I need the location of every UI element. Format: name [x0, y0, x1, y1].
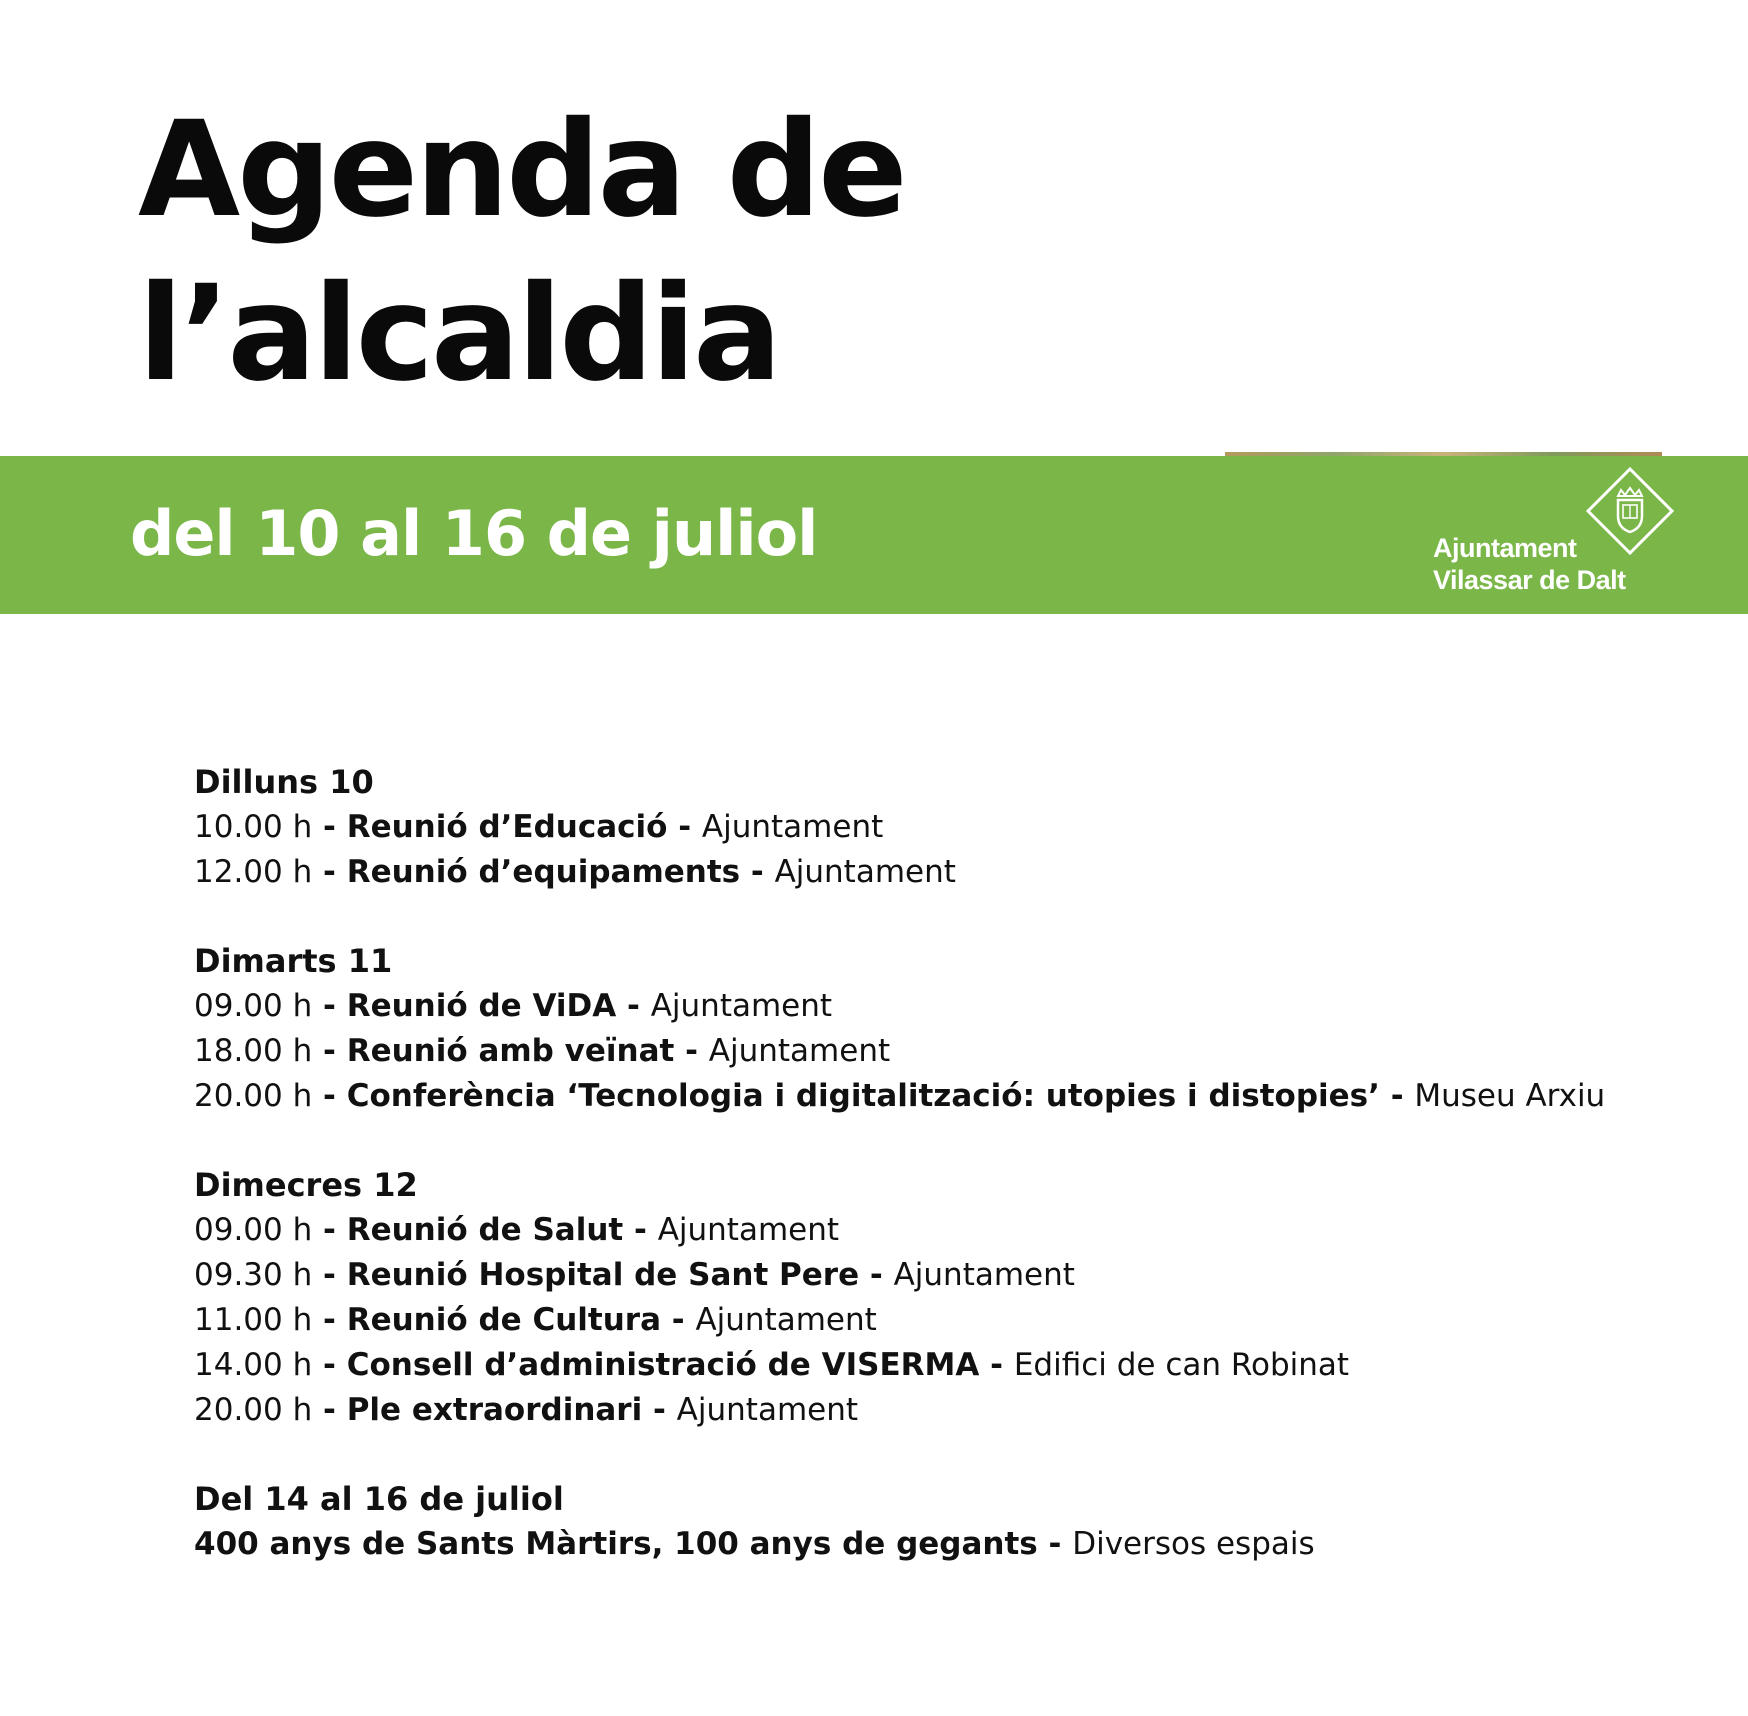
separator: - — [642, 1392, 677, 1428]
event-time: 14.00 h — [194, 1347, 313, 1383]
event-place: Edifici de can Robinat — [1013, 1347, 1350, 1383]
agenda-item — [194, 1029, 1694, 1074]
event-name: 400 anys de Sants Màrtirs, 100 anys de gegants — [194, 1526, 1038, 1562]
agenda-item — [194, 805, 1694, 850]
separator: - — [859, 1257, 894, 1293]
day-title: Dilluns 10 — [194, 763, 374, 801]
separator: - — [312, 1212, 347, 1248]
agenda-item — [194, 984, 1694, 1029]
event-name: Reunió de ViDA — [346, 988, 617, 1024]
event-place: Diversos espais — [1072, 1526, 1315, 1562]
separator: - — [1379, 1078, 1415, 1114]
logo-line-1: Ajuntament — [1433, 533, 1577, 563]
event-place: Ajuntament — [657, 1212, 840, 1248]
title-line-1: Agenda de — [138, 93, 905, 247]
date-banner — [0, 456, 1748, 614]
agenda-item — [194, 1343, 1694, 1388]
event-time: 09.00 h — [194, 988, 313, 1024]
agenda-item — [194, 1388, 1694, 1433]
event-name: Reunió de Salut — [346, 1212, 624, 1248]
event-place: Ajuntament — [774, 854, 956, 890]
separator: - — [1037, 1526, 1073, 1562]
event-place: Ajuntament — [701, 809, 884, 845]
event-name: Reunió de Cultura — [346, 1302, 662, 1338]
separator: - — [312, 854, 347, 890]
separator: - — [312, 1257, 347, 1293]
agenda-item — [194, 1074, 1694, 1119]
event-name: Reunió d’Educació — [346, 809, 668, 845]
event-time: 10.00 h — [194, 809, 313, 845]
event-name: Consell d’administració de VISERMA — [346, 1347, 980, 1383]
separator: - — [623, 1212, 658, 1248]
agenda-list — [194, 760, 1694, 1611]
logo-line-2: Vilassar de Dalt — [1433, 565, 1626, 595]
day-block — [194, 1163, 1694, 1433]
event-time: 09.30 h — [194, 1257, 313, 1293]
separator: - — [312, 1302, 347, 1338]
separator: - — [661, 1302, 696, 1338]
event-time: 20.00 h — [194, 1078, 313, 1114]
agenda-item — [194, 1298, 1694, 1343]
day-title: Dimecres 12 — [194, 1166, 418, 1204]
event-place: Ajuntament — [695, 1302, 877, 1338]
day-title: Dimarts 11 — [194, 942, 393, 980]
event-time: 12.00 h — [194, 854, 313, 890]
separator: - — [674, 1033, 709, 1069]
event-name: Reunió Hospital de Sant Pere — [346, 1257, 860, 1293]
day-block — [194, 760, 1694, 895]
event-place: Ajuntament — [708, 1033, 891, 1069]
day-title: Del 14 al 16 de juliol — [194, 1480, 564, 1518]
event-name: Reunió amb veïnat — [346, 1033, 675, 1069]
separator: - — [979, 1347, 1014, 1383]
event-time: 20.00 h — [194, 1392, 313, 1428]
logo-text — [1433, 532, 1626, 596]
separator: - — [312, 1392, 347, 1428]
agenda-item — [194, 1253, 1694, 1298]
event-place: Museu Arxiu — [1414, 1078, 1606, 1114]
title-line-2: l’alcaldia — [138, 257, 780, 411]
event-time: 11.00 h — [194, 1302, 313, 1338]
agenda-item — [194, 850, 1694, 895]
agenda-item — [194, 1522, 1694, 1567]
agenda-item — [194, 1208, 1694, 1253]
event-name: Conferència ‘Tecnologia i digitalització: utopies i distopies’ — [346, 1078, 1380, 1114]
separator: - — [312, 809, 347, 845]
event-place: Ajuntament — [893, 1257, 1075, 1293]
separator: - — [312, 1078, 347, 1114]
event-name: Reunió d’equipaments — [346, 854, 741, 890]
date-range-subtitle: del 10 al 16 de juliol — [130, 497, 818, 570]
day-block — [194, 939, 1694, 1119]
event-time: 09.00 h — [194, 1212, 313, 1248]
event-place: Ajuntament — [650, 988, 833, 1024]
day-block — [194, 1477, 1694, 1567]
page-title — [138, 88, 905, 416]
separator: - — [616, 988, 651, 1024]
event-name: Ple extraordinari — [346, 1392, 643, 1428]
separator: - — [312, 1347, 347, 1383]
separator: - — [312, 1033, 347, 1069]
event-place: Ajuntament — [676, 1392, 859, 1428]
separator: - — [312, 988, 347, 1024]
separator: - — [667, 809, 702, 845]
ajuntament-logo — [1425, 456, 1725, 614]
separator: - — [740, 854, 775, 890]
event-time: 18.00 h — [194, 1033, 313, 1069]
